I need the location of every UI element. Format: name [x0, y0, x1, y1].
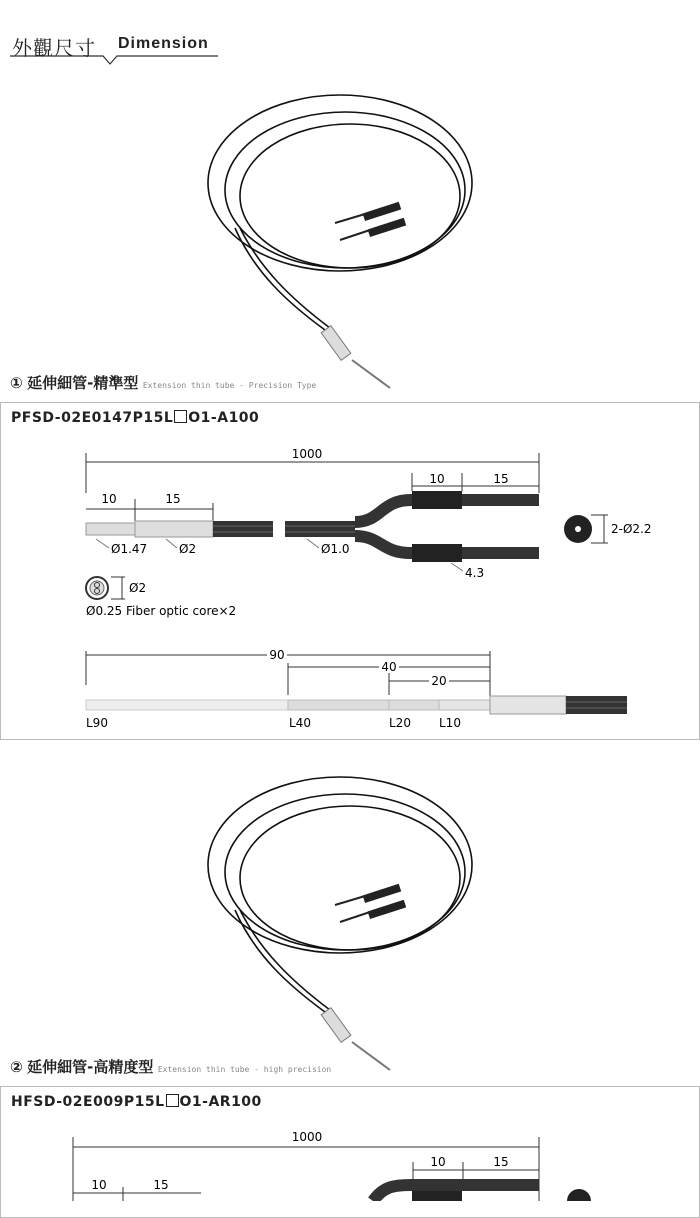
dim-total-2: 1000 [291, 1130, 323, 1144]
model-number-1: PFSD-02E0147P15L O1-A100 [11, 410, 260, 426]
label-l40: L40 [289, 716, 311, 730]
section-1-title-en: Extension thin tube - Precision Type [142, 381, 317, 390]
section-2-title: 延伸細管-高精度型 [27, 1058, 154, 1076]
dim-d4: 4.3 [465, 566, 485, 580]
dim-d1: Ø1.47 [111, 542, 148, 556]
product-illustration-1 [180, 88, 500, 393]
spec-box-1 [0, 402, 700, 740]
dim-l90: 90 [269, 648, 285, 662]
dim-core: Ø2 [129, 581, 147, 595]
dim-right-b-2: 15 [493, 1155, 509, 1169]
spec-box-2 [0, 1086, 700, 1218]
label-l20: L20 [389, 716, 411, 730]
section-1-title: 延伸細管-精準型 [27, 374, 139, 392]
label-l90: L90 [86, 716, 108, 730]
dim-right-a-2: 10 [430, 1155, 446, 1169]
dim-l20: 20 [431, 674, 447, 688]
dim-d2: Ø2 [179, 542, 197, 556]
core-note: Ø0.25 Fiber optic core×2 [86, 604, 237, 618]
page-subtitle: Dimension [118, 35, 209, 52]
dimension-drawing-1 [1, 433, 699, 733]
dim-total: 1000 [291, 447, 323, 461]
model-number-2: HFSD-02E009P15L O1-AR100 [11, 1094, 262, 1110]
dim-left-b-2: 15 [153, 1178, 169, 1192]
section-1-heading [10, 372, 316, 393]
dim-right-a: 10 [429, 472, 445, 486]
section-2-heading [10, 1056, 331, 1077]
dim-left-a-2: 10 [91, 1178, 107, 1192]
dim-left-a: 10 [101, 492, 117, 506]
product-illustration-2 [180, 770, 500, 1075]
dim-l40: 40 [381, 660, 397, 674]
header-underline [0, 0, 700, 80]
dim-end: 2-Ø2.2 [611, 522, 652, 536]
dim-right-b: 15 [493, 472, 509, 486]
dim-d3: Ø1.0 [321, 542, 350, 556]
label-l10: L10 [439, 716, 461, 730]
page-title: 外觀尺寸 [12, 36, 96, 60]
dim-left-b: 15 [165, 492, 181, 506]
option-box [166, 1094, 179, 1107]
section-2-number: ② [10, 1058, 23, 1076]
section-1-number: ① [10, 374, 23, 392]
dimension-drawing-2 [1, 1117, 699, 1201]
option-box [174, 410, 187, 423]
section-2-title-en: Extension thin tube - high precision [157, 1065, 332, 1074]
